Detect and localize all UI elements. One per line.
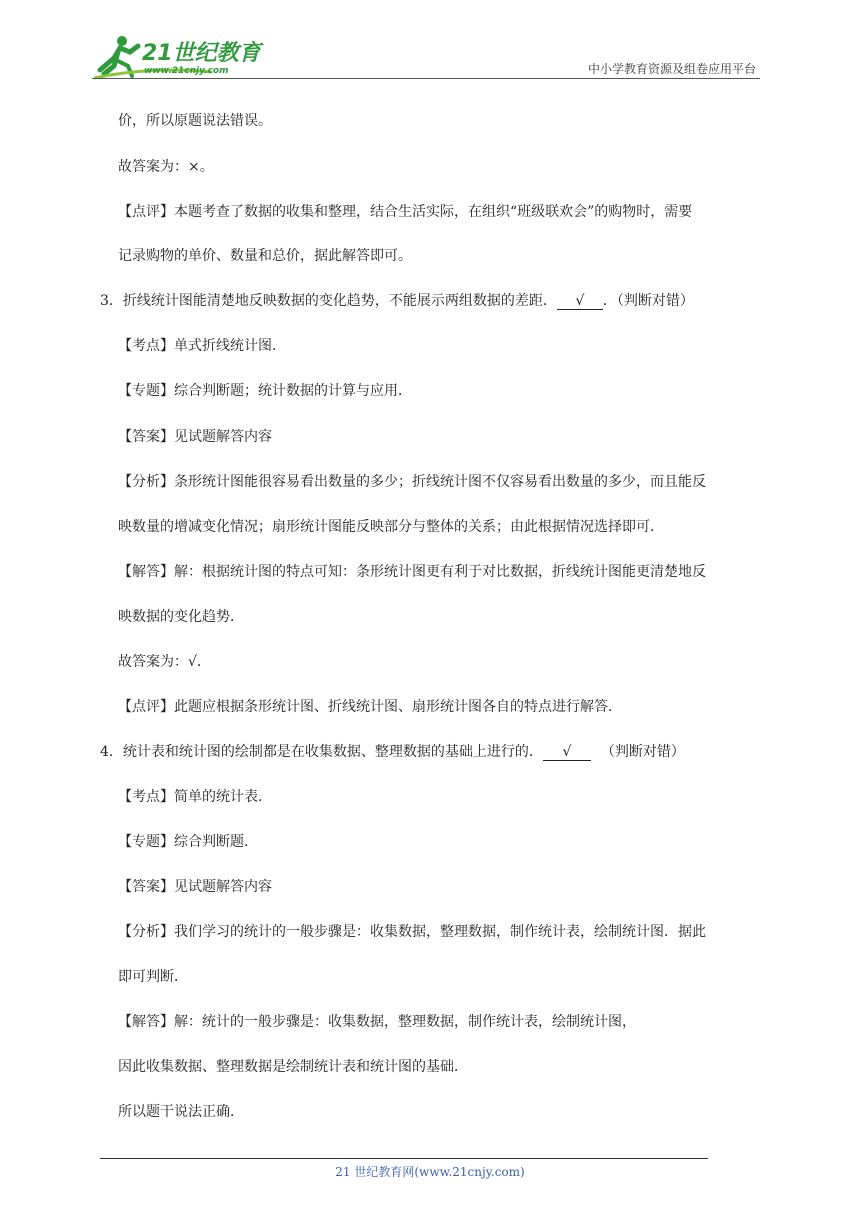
page-header — [0, 0, 860, 80]
question-3 — [100, 291, 694, 311]
text-line: 映数量的增减变化情况；扇形统计图能反映部分与整体的关系；由此根据情况选择即可． — [118, 519, 664, 535]
text-line: 所以题干说法正确． — [118, 1104, 244, 1120]
text-line: 【专题】综合判断题；统计数据的计算与应用． — [118, 383, 412, 399]
header-platform-text: 中小学教育资源及组卷应用平台 — [587, 62, 756, 76]
logo-text: 21世纪教育 — [142, 41, 261, 66]
question-4-text: 4．统计表和统计图的绘制都是在收集数据、整理数据的基础上进行的． — [100, 744, 543, 760]
text-line: 【分析】条形统计图能很容易看出数量的多少；折线统计图不仅容易看出数量的多少，而且能反 — [118, 474, 706, 490]
text-line: 【考点】简单的统计表． — [118, 789, 272, 805]
text-line: 即可判断． — [118, 969, 188, 985]
header-divider — [92, 78, 760, 79]
text-line: 映数据的变化趋势． — [118, 609, 244, 625]
text-line: 【分析】我们学习的统计的一般步骤是：收集数据，整理数据，制作统计表，绘制统计图．据此 — [118, 924, 706, 940]
question-3-text: 3．折线统计图能清楚地反映数据的变化趋势，不能展示两组数据的差距． — [100, 293, 557, 309]
footer-divider — [100, 1158, 708, 1159]
text-line: 【点评】此题应根据条形统计图、折线统计图、扇形统计图各自的特点进行解答． — [118, 699, 622, 715]
text-line: 【解答】解：根据统计图的特点可知：条形统计图更有利于对比数据，折线统计图能更清楚地反 — [118, 564, 706, 580]
answer-blank-3: √ — [557, 293, 603, 310]
answer-blank-4: √ — [543, 744, 591, 761]
question-3-suffix: ．（判断对错） — [602, 293, 694, 309]
text-line: 故答案为：√． — [118, 654, 211, 670]
page-footer: 21 世纪教育网(www.21cnjy.com) — [335, 1165, 525, 1179]
text-line: 【答案】见试题解答内容 — [118, 429, 272, 445]
text-line: 【考点】单式折线统计图． — [118, 338, 286, 354]
text-line: 【点评】本题考查了数据的收集和整理，结合生活实际，在组织“班级联欢会”的购物时，需要 — [118, 204, 693, 220]
question-4-suffix: （判断对错） — [600, 744, 685, 760]
text-line: 价，所以原题说法错误。 — [118, 113, 272, 129]
text-line: 【专题】综合判断题． — [118, 834, 258, 850]
runner-logo-icon — [92, 32, 267, 80]
text-line: 因此收集数据、整理数据是绘制统计表和统计图的基础． — [118, 1059, 468, 1075]
text-line: 【答案】见试题解答内容 — [118, 879, 272, 895]
text-line: 【解答】解：统计的一般步骤是：收集数据，整理数据，制作统计表，绘制统计图， — [118, 1014, 636, 1030]
site-logo — [92, 32, 267, 80]
text-line: 故答案为：×。 — [118, 159, 214, 175]
question-4 — [100, 742, 685, 762]
text-line: 记录购物的单价、数量和总价，据此解答即可。 — [118, 248, 412, 264]
logo-url: www.21cnjy.com — [144, 66, 229, 76]
